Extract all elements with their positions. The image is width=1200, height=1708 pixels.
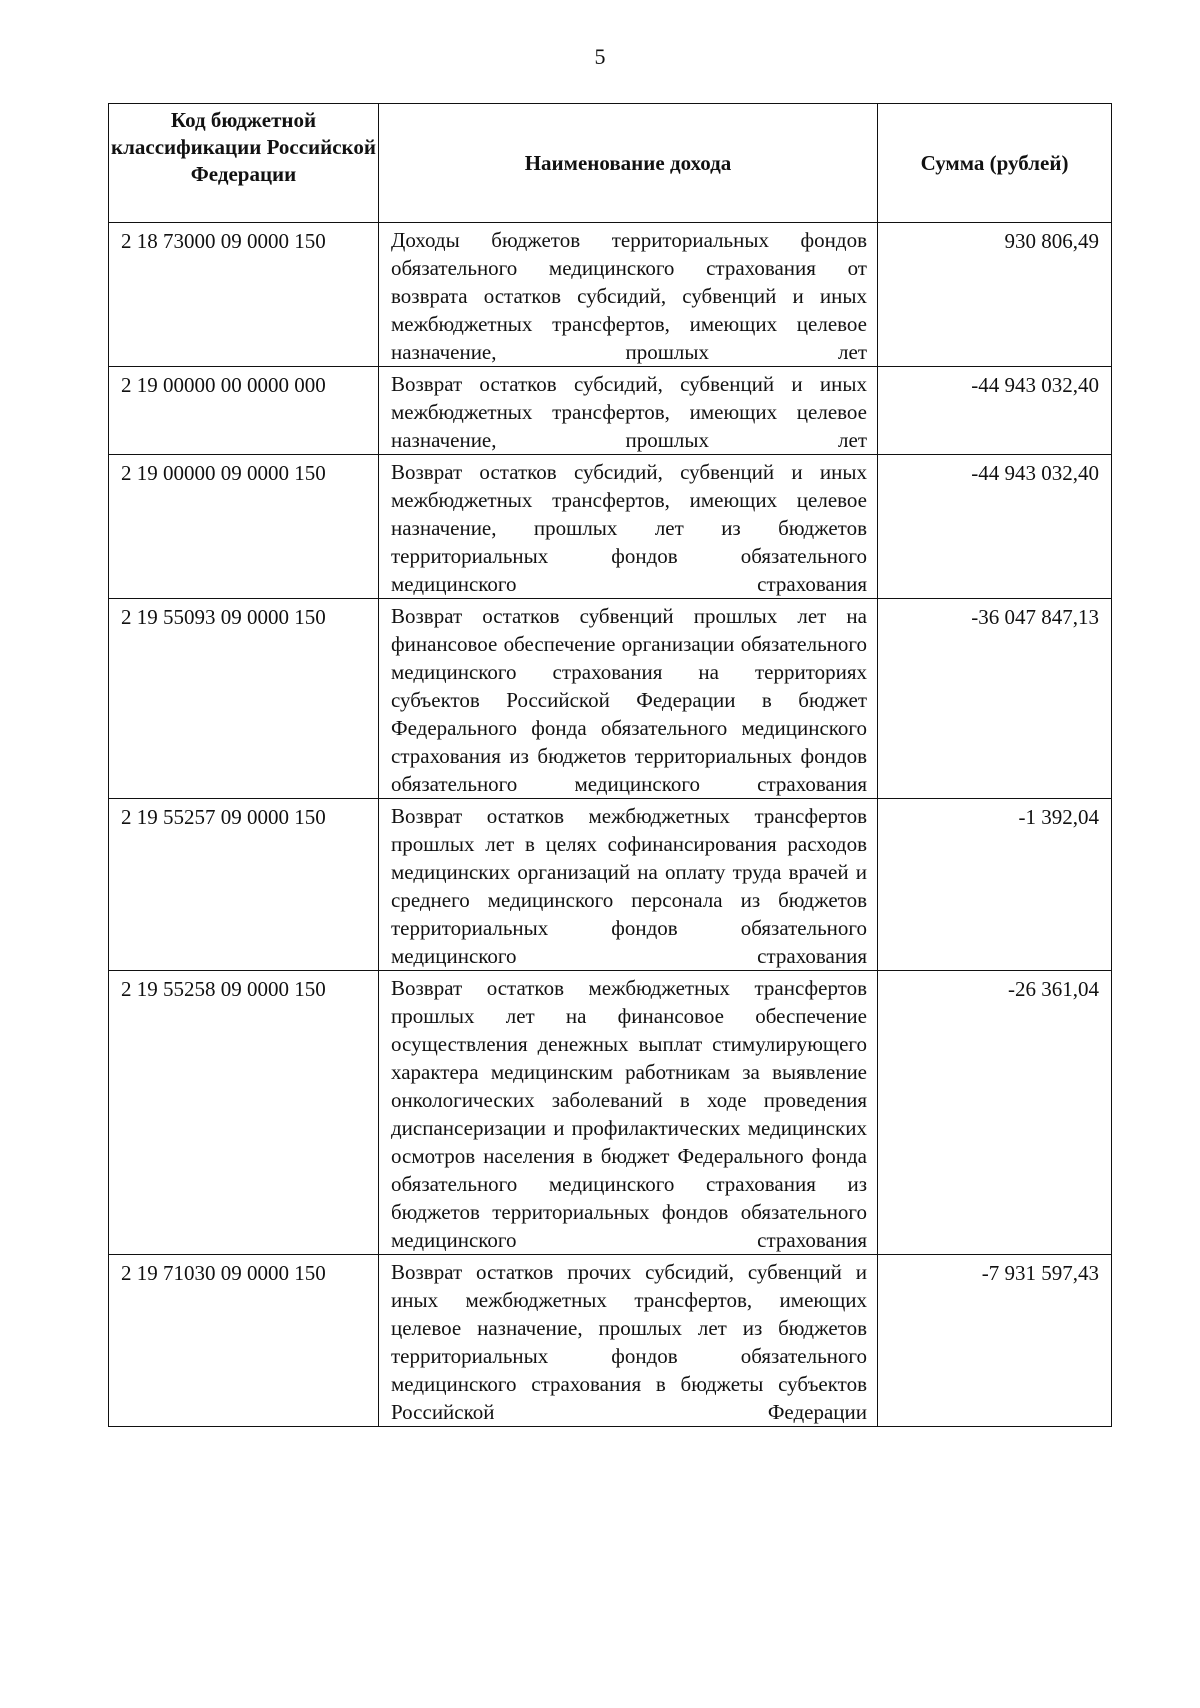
amount-cell: -7 931 597,43 <box>878 1255 1112 1427</box>
table-header-row <box>109 104 1112 223</box>
income-name-cell: Возврат остатков субсидий, субвенций и иных межбюджетных трансфертов, имеющих целевое назначение, прошлых лет из бюджетов территориальных фондов обязательного медицинского страхования <box>379 455 878 599</box>
budget-code-cell: 2 19 55257 09 0000 150 <box>109 799 379 971</box>
budget-code-cell: 2 19 00000 00 0000 000 <box>109 367 379 455</box>
table-row <box>109 971 1112 1255</box>
amount-cell: -26 361,04 <box>878 971 1112 1255</box>
amount-cell: 930 806,49 <box>878 223 1112 367</box>
table-row <box>109 367 1112 455</box>
header-amount: Сумма (рублей) <box>878 104 1112 223</box>
income-name-cell: Возврат остатков межбюджетных трансфертов прошлых лет в целях софинансирования расходов медицинских организаций на оплату труда врачей и среднего медицинского персонала из бюджетов территориальных фондов обязательного медицинского страхования <box>379 799 878 971</box>
income-name-cell: Доходы бюджетов территориальных фондов обязательного медицинского страхования от возврата остатков субсидий, субвенций и иных межбюджетных трансфертов, имеющих целевое назначение, прошлых лет <box>379 223 878 367</box>
table-row <box>109 223 1112 367</box>
budget-code-cell: 2 19 00000 09 0000 150 <box>109 455 379 599</box>
revenue-table <box>108 103 1112 1427</box>
table-row <box>109 1255 1112 1427</box>
budget-code-cell: 2 18 73000 09 0000 150 <box>109 223 379 367</box>
income-name-cell: Возврат остатков субсидий, субвенций и иных межбюджетных трансфертов, имеющих целевое назначение, прошлых лет <box>379 367 878 455</box>
table-row <box>109 799 1112 971</box>
income-name-cell: Возврат остатков субвенций прошлых лет на финансовое обеспечение организации обязательного медицинского страхования на территориях субъектов Российской Федерации в бюджет Федерального фонда обязательного медицинского страхования из бюджетов территориальных фондов обязательного медицинского страхования <box>379 599 878 799</box>
amount-cell: -1 392,04 <box>878 799 1112 971</box>
table-row <box>109 455 1112 599</box>
budget-code-cell: 2 19 55258 09 0000 150 <box>109 971 379 1255</box>
header-name: Наименование дохода <box>379 104 878 223</box>
header-code: Код бюджетной классификации Российской Федерации <box>109 104 379 223</box>
budget-code-cell: 2 19 55093 09 0000 150 <box>109 599 379 799</box>
amount-cell: -44 943 032,40 <box>878 455 1112 599</box>
income-name-cell: Возврат остатков прочих субсидий, субвенций и иных межбюджетных трансфертов, имеющих целевое назначение, прошлых лет из бюджетов территориальных фондов обязательного медицинского страхования в бюджеты субъектов Российской Федерации <box>379 1255 878 1427</box>
amount-cell: -44 943 032,40 <box>878 367 1112 455</box>
income-name-cell: Возврат остатков межбюджетных трансфертов прошлых лет на финансовое обеспечение осуществления денежных выплат стимулирующего характера медицинским работникам за выявление онкологических заболеваний в ходе проведения диспансеризации и профилактических медицинских осмотров населения в бюджет Федерального фонда обязательного медицинского страхования из бюджетов территориальных фондов обязательного медицинского страхования <box>379 971 878 1255</box>
amount-cell: -36 047 847,13 <box>878 599 1112 799</box>
page-number: 5 <box>594 44 606 69</box>
table-row <box>109 599 1112 799</box>
budget-code-cell: 2 19 71030 09 0000 150 <box>109 1255 379 1427</box>
